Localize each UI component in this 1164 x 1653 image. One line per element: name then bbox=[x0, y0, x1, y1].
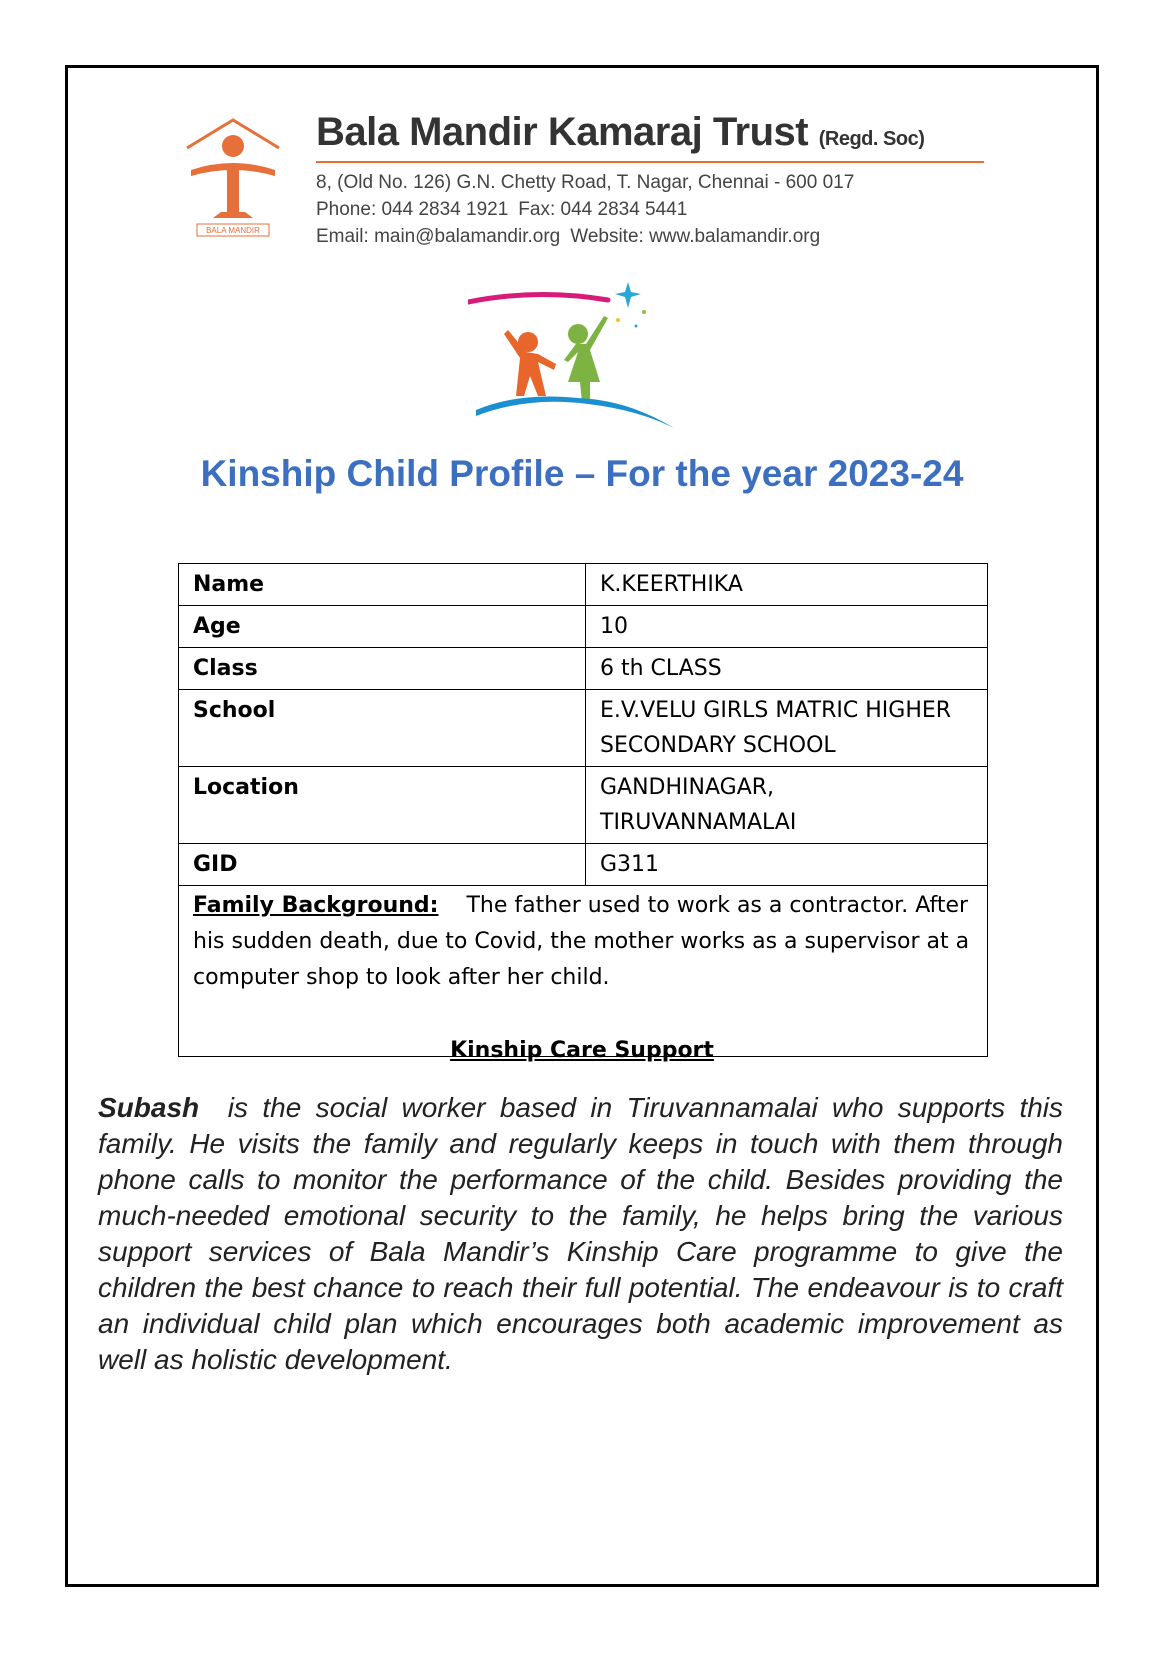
org-name-text: Bala Mandir Kamaraj Trust bbox=[316, 110, 809, 154]
logo-caption: BALA MANDIR bbox=[206, 226, 260, 235]
org-website: Website: www.balamandir.org bbox=[570, 226, 821, 247]
letterhead-rule bbox=[316, 161, 984, 163]
org-phone-fax bbox=[316, 199, 687, 221]
field-value: GANDHINAGAR, TIRUVANNAMALAI bbox=[586, 767, 988, 844]
family-background-row bbox=[179, 886, 988, 1057]
field-label: Age bbox=[179, 606, 586, 648]
field-label: Location bbox=[179, 767, 586, 844]
organization-name bbox=[316, 110, 924, 155]
table-row bbox=[179, 564, 988, 606]
table-row bbox=[179, 690, 988, 767]
document-frame bbox=[65, 65, 1099, 1587]
family-background-label: Family Background: bbox=[193, 893, 439, 918]
field-value: 10 bbox=[586, 606, 988, 648]
support-narrative bbox=[98, 1090, 1063, 1378]
org-email: Email: main@balamandir.org bbox=[316, 226, 561, 247]
table-row bbox=[179, 767, 988, 844]
org-address: 8, (Old No. 126) G.N. Chetty Road, T. Nagar, Chennai - 600 017 bbox=[316, 172, 855, 193]
support-narrative-text: is the social worker based in Tiruvannamalai who supports this family. He visits the family and regularly keeps in touch with them through phone calls to monitor the performance of the child. Besides providing the much-needed emotional security to the family, he helps bring the various support services of Bala Mandir’s Kinship Care programme to give the children the best chance to reach their full potential. The endeavour is to craft an individual child plan which encourages both academic improvement as well as holistic development. bbox=[98, 1092, 1064, 1375]
kinship-emblem bbox=[468, 278, 688, 438]
org-contact bbox=[316, 226, 820, 248]
field-value: 6 th CLASS bbox=[586, 648, 988, 690]
table-row bbox=[179, 844, 988, 886]
field-value: K.KEERTHIKA bbox=[586, 564, 988, 606]
table-row bbox=[179, 648, 988, 690]
support-heading: Kinship Care Support bbox=[450, 1038, 714, 1063]
bala-mandir-logo bbox=[183, 118, 283, 238]
social-worker-name: Subash bbox=[98, 1092, 200, 1123]
org-registration: (Regd. Soc) bbox=[818, 128, 925, 150]
field-label: School bbox=[179, 690, 586, 767]
field-label: Name bbox=[179, 564, 586, 606]
family-background bbox=[179, 886, 988, 1057]
field-value: E.V.VELU GIRLS MATRIC HIGHER SECONDARY SCHOOL bbox=[586, 690, 988, 767]
table-row bbox=[179, 606, 988, 648]
field-label: Class bbox=[179, 648, 586, 690]
org-phone: Phone: 044 2834 1921 bbox=[316, 199, 509, 220]
field-value: G311 bbox=[586, 844, 988, 886]
page-title: Kinship Child Profile – For the year 2023-24 bbox=[200, 453, 964, 494]
field-label: GID bbox=[179, 844, 586, 886]
child-profile-table bbox=[178, 563, 988, 1057]
org-fax: Fax: 044 2834 5441 bbox=[518, 199, 688, 220]
family-background-text: The father used to work as a contractor. After his sudden death, due to Covid, the mother works as a supervisor at a computer shop to look after her child. bbox=[193, 893, 970, 990]
